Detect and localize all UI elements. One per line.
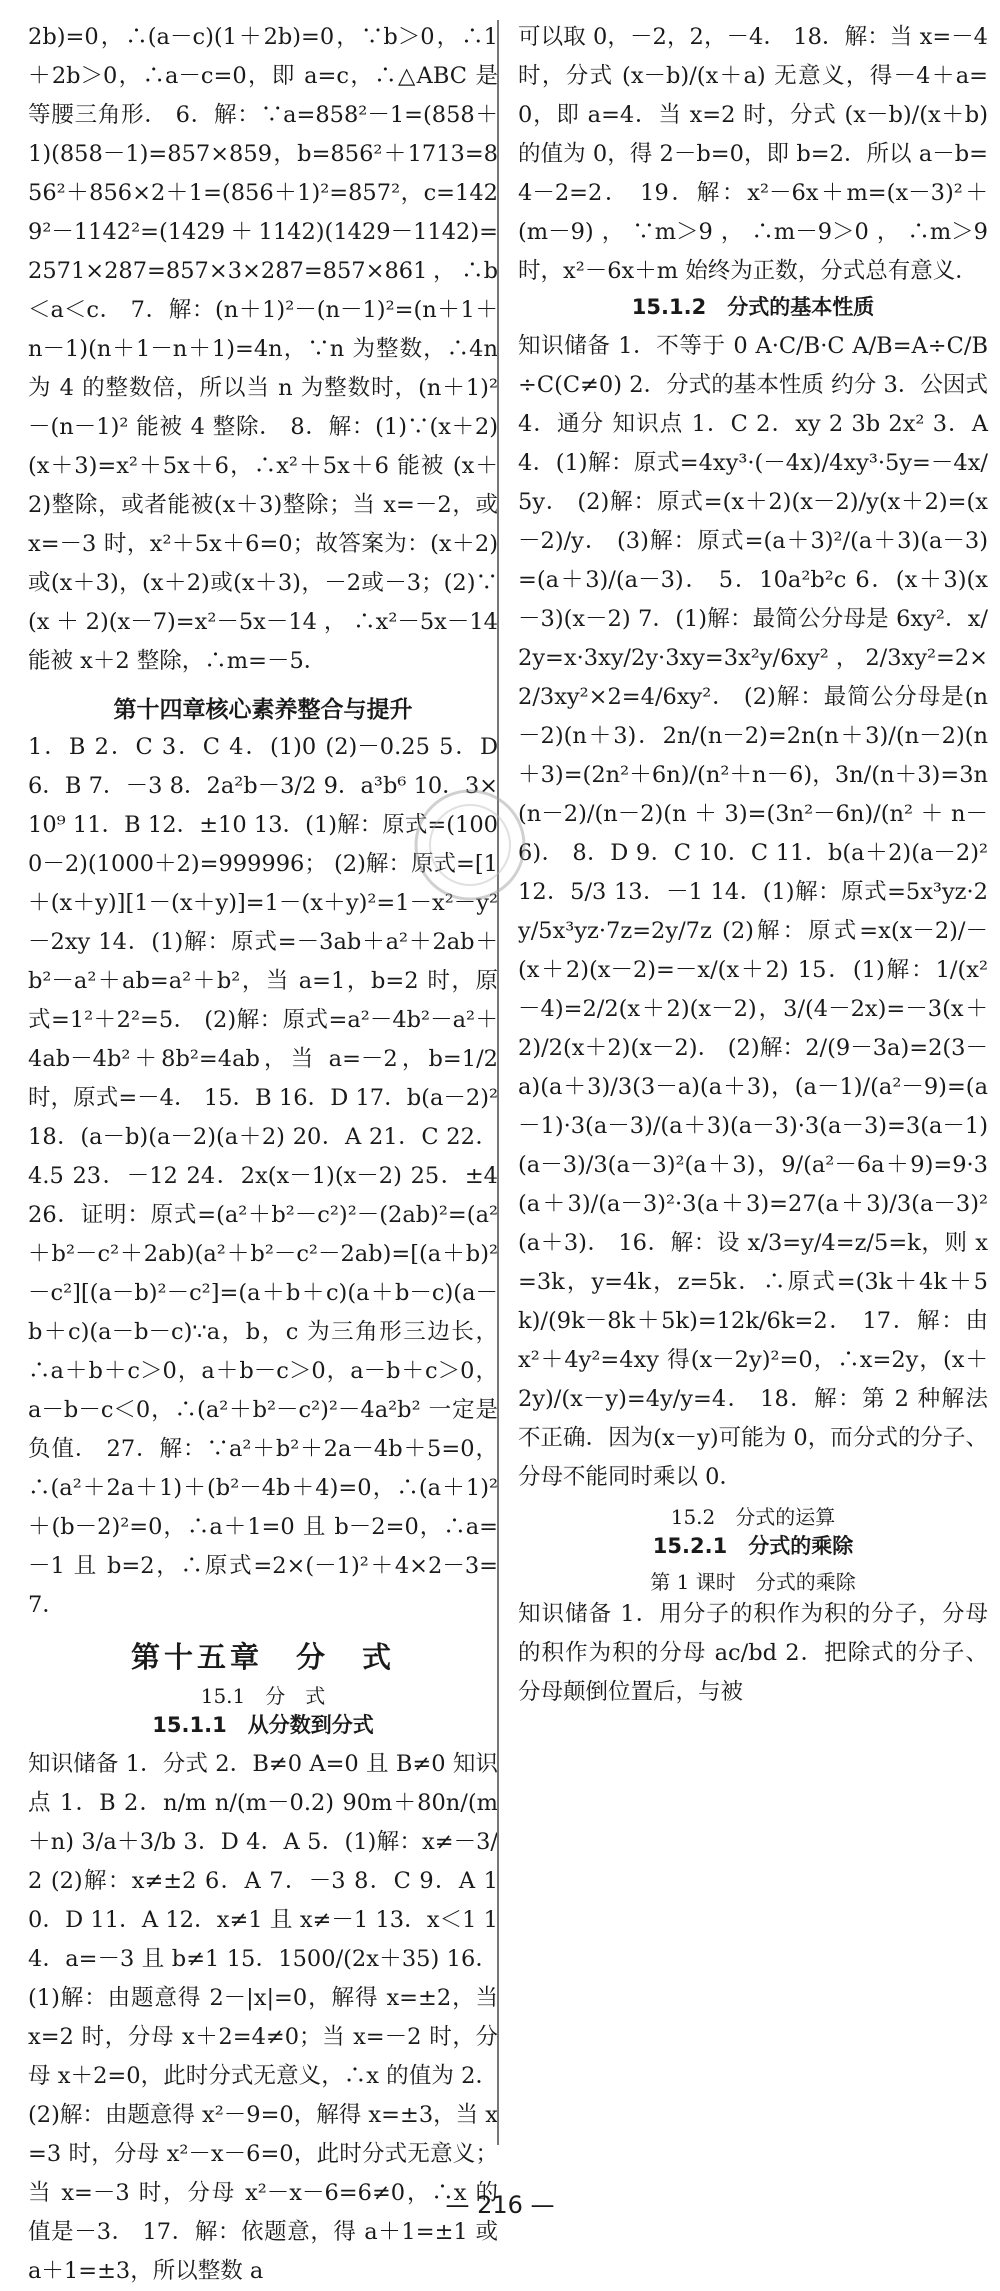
left-paragraph-3: 知识储备 1．分式 2．B≠0 A=0 且 B≠0 知识点 1．B 2．n/m n/(m－0.2) 90m＋80n/(m＋n) 3/a＋3/b 3．D 4．A 5．(1)解：x≠－3/2 (2)解：x≠±2 6．A 7．－3 8．C 9．A 10．D 11．A 12．x≠1 且 x≠－1 13．x＜1 14．a=－3 且 b≠1 15．1500/(2x＋35) 16．(1)解：由题意得 2－|x|=0，解得 x=±2，当 x=2 时，分母 x＋2=4≠0；当 x=－2 时，分母 x＋2=0，此时分式无意义，∴x 的值为 2． (2)解：由题意得 x²－9=0，解得 x=±3，当 x=3 时，分母 x²－x－6=0，此时分式无意义；当 x=－3 时，分母 x²－x－6=6≠0，∴x 的值是－3． 17．解：依题意，得 a＋1=±1 或 a＋1=±3，所以整数 a — [28, 1751, 498, 2284]
left-column — [28, 18, 498, 2291]
right-paragraph-2: 知识储备 1．不等于 0 A·C/B·C A/B=A÷C/B÷C(C≠0) 2．分式的基本性质 约分 3．公因式 4．通分 知识点 1．C 2．xy 2 3b 2x² 3．A 4．(1)解：原式=4xy³·(－4x)/4xy³·5y=－4x/5y． (2)解：原式=(x＋2)(x－2)/y(x＋2)=(x－2)/y． (3)解：原式=(a＋3)²/(a＋3)(a－3)=(a＋3)/(a－3)． 5．10a²b²c 6．(x＋3)(x－3)(x－2) 7．(1)解：最简公分母是 6xy²．x/2y=x·3xy/2y·3xy=3x²y/6xy²，2/3xy²=2×2/3xy²×2=4/6xy²． (2)解：最简公分母是(n－2)(n＋3)．2n/(n－2)=2n(n＋3)/(n－2)(n＋3)=(2n²＋6n)/(n²＋n－6)，3n/(n＋3)=3n(n－2)/(n－2)(n＋3)=(3n²－6n)/(n²＋n－6)． 8．D 9．C 10．C 11．b(a＋2)(a－2)² 12．5/3 13．－1 14．(1)解：原式=5x³yz·2y/5x³yz·7z=2y/7z (2)解：原式=x(x－2)/－(x＋2)(x－2)=－x/(x＋2) 15．(1)解：1/(x²－4)=2/2(x＋2)(x－2)，3/(4－2x)=－3(x＋2)/2(x＋2)(x－2)． (2)解：2/(9－3a)=2(3－a)(a＋3)/3(3－a)(a＋3)，(a－1)/(a²－9)=(a－1)·3(a－3)/(a＋3)(a－3)·3(a－3)=3(a－1)(a－3)/3(a－3)²(a＋3)，9/(a²－6a＋9)=9·3(a＋3)/(a－3)²·3(a＋3)=27(a＋3)/3(a－3)²(a＋3)． 16．解：设 x/3=y/4=z/5=k，则 x=3k，y=4k，z=5k．∴原式=(3k＋4k＋5k)/(9k－8k＋5k)=12k/6k=2． 17．解：由 x²＋4y²=4xy 得(x－2y)²=0，∴x=2y，(x＋2y)/(x－y)=4y/y=4． 18．解：第 2 种解法不正确．因为(x－y)可能为 0，而分式的分子、分母不能同时乘以 0． — [518, 333, 988, 1490]
section-15-2-1: 15.2.1 分式的乘除 — [652, 1534, 854, 1558]
left-paragraph-1: 2b)=0，∴(a－c)(1＋2b)=0，∵b＞0，∴1＋2b＞0，∴a－c=0，即 a=c，∴△ABC 是等腰三角形． 6．解：∵a=858²－1=(858＋1)(858－1)=857×859，b=856²＋1713=856²＋856×2＋1=(856＋1)²=857²，c=1429²－1142²=(1429＋1142)(1429－1142)=2571×287=857×3×287=857×861，∴b＜a＜c． 7．解：(n＋1)²－(n－1)²=(n＋1＋n－1)(n＋1－n＋1)=4n，∵n 为整数，∴4n 为 4 的整数倍，所以当 n 为整数时，(n＋1)²－(n－1)² 能被 4 整除． 8．解：(1)∵(x＋2)(x＋3)=x²＋5x＋6，∴x²＋5x＋6 能被 (x＋2)整除，或者能被(x＋3)整除；当 x=－2，或 x=－3 时，x²＋5x＋6=0；故答案为：(x＋2)或(x＋3)，(x＋2)或(x＋3)，－2或－3；(2)∵(x＋2)(x－7)=x²－5x－14，∴x²－5x－14 能被 x＋2 整除，∴m=－5． — [28, 24, 498, 674]
lesson-1-title: 第 1 课时 分式的乘除 — [650, 1570, 856, 1594]
section-15-1-1: 15.1.1 从分数到分式 — [152, 1713, 374, 1737]
section-15-1: 15.1 分 式 — [200, 1684, 326, 1708]
left-paragraph-2: 1．B 2．C 3．C 4．(1)0 (2)－0.25 5．D 6．B 7．－3 8．2a²b－3/2 9．a³b⁶ 10．3×10⁹ 11．B 12．±10 13．(1)解：原式=(1000－2)(1000＋2)=999996； (2)解：原式=[1＋(x＋y)][1－(x＋y)]=1－(x＋y)²=1－x²－y²－2xy 14．(1)解：原式=－3ab＋a²＋2ab＋b²－a²＋ab=a²＋b²，当 a=1，b=2 时，原式=1²＋2²=5． (2)解：原式=a²－4b²－a²＋4ab－4b²＋8b²=4ab，当 a=－2，b=1/2时，原式=－4． 15．B 16．D 17．b(a－2)² 18．(a－b)(a－2)(a＋2) 20．A 21．C 22．4.5 23．－12 24．2x(x－1)(x－2) 25．±4 26．证明：原式=(a²＋b²－c²)²－(2ab)²=(a²＋b²－c²＋2ab)(a²＋b²－c²－2ab)=[(a＋b)²－c²][(a－b)²－c²]=(a＋b＋c)(a＋b－c)(a－b＋c)(a－b－c)∵a，b，c 为三角形三边长，∴a＋b＋c＞0，a＋b－c＞0，a－b＋c＞0，a－b－c＜0，∴(a²＋b²－c²)²－4a²b² 一定是负值． 27．解：∵a²＋b²＋2a－4b＋5=0，∴(a²＋2a＋1)＋(b²－4b＋4)=0，∴(a＋1)²＋(b－2)²=0，∴a＋1=0 且 b－2=0，∴a=－1 且 b=2，∴原式=2×(－1)²＋4×2－3=7． — [28, 734, 498, 1618]
right-column — [518, 18, 988, 1712]
section-15-2: 15.2 分式的运算 — [670, 1505, 836, 1529]
column-divider — [497, 20, 499, 2145]
stamp-seal-icon — [410, 785, 530, 905]
right-paragraph-1: 可以取 0，－2，2，－4． 18．解：当 x=－4 时，分式 (x－b)/(x＋a) 无意义，得－4＋a=0，即 a=4．当 x=2 时，分式 (x－b)/(x＋b) 的值为 0，得 2－b=0，即 b=2．所以 a－b=4－2=2． 19．解：x²－6x＋m=(x－3)²＋(m－9)，∵m＞9，∴m－9＞0，∴m＞9 时，x²－6x＋m 始终为正数，分式总有意义． — [518, 24, 988, 284]
chapter15-title: 第十五章 分 式 — [130, 1640, 395, 1674]
chapter14-summary-title: 第十四章核心素养整合与提升 — [113, 697, 413, 723]
page-number: — 216 — — [445, 2191, 555, 2219]
right-paragraph-3: 知识储备 1．用分子的积作为积的分子，分母的积作为积的分母 ac/bd 2．把除式的分子、分母颠倒位置后，与被 — [518, 1601, 988, 1705]
section-15-1-2: 15.1.2 分式的基本性质 — [631, 295, 875, 319]
